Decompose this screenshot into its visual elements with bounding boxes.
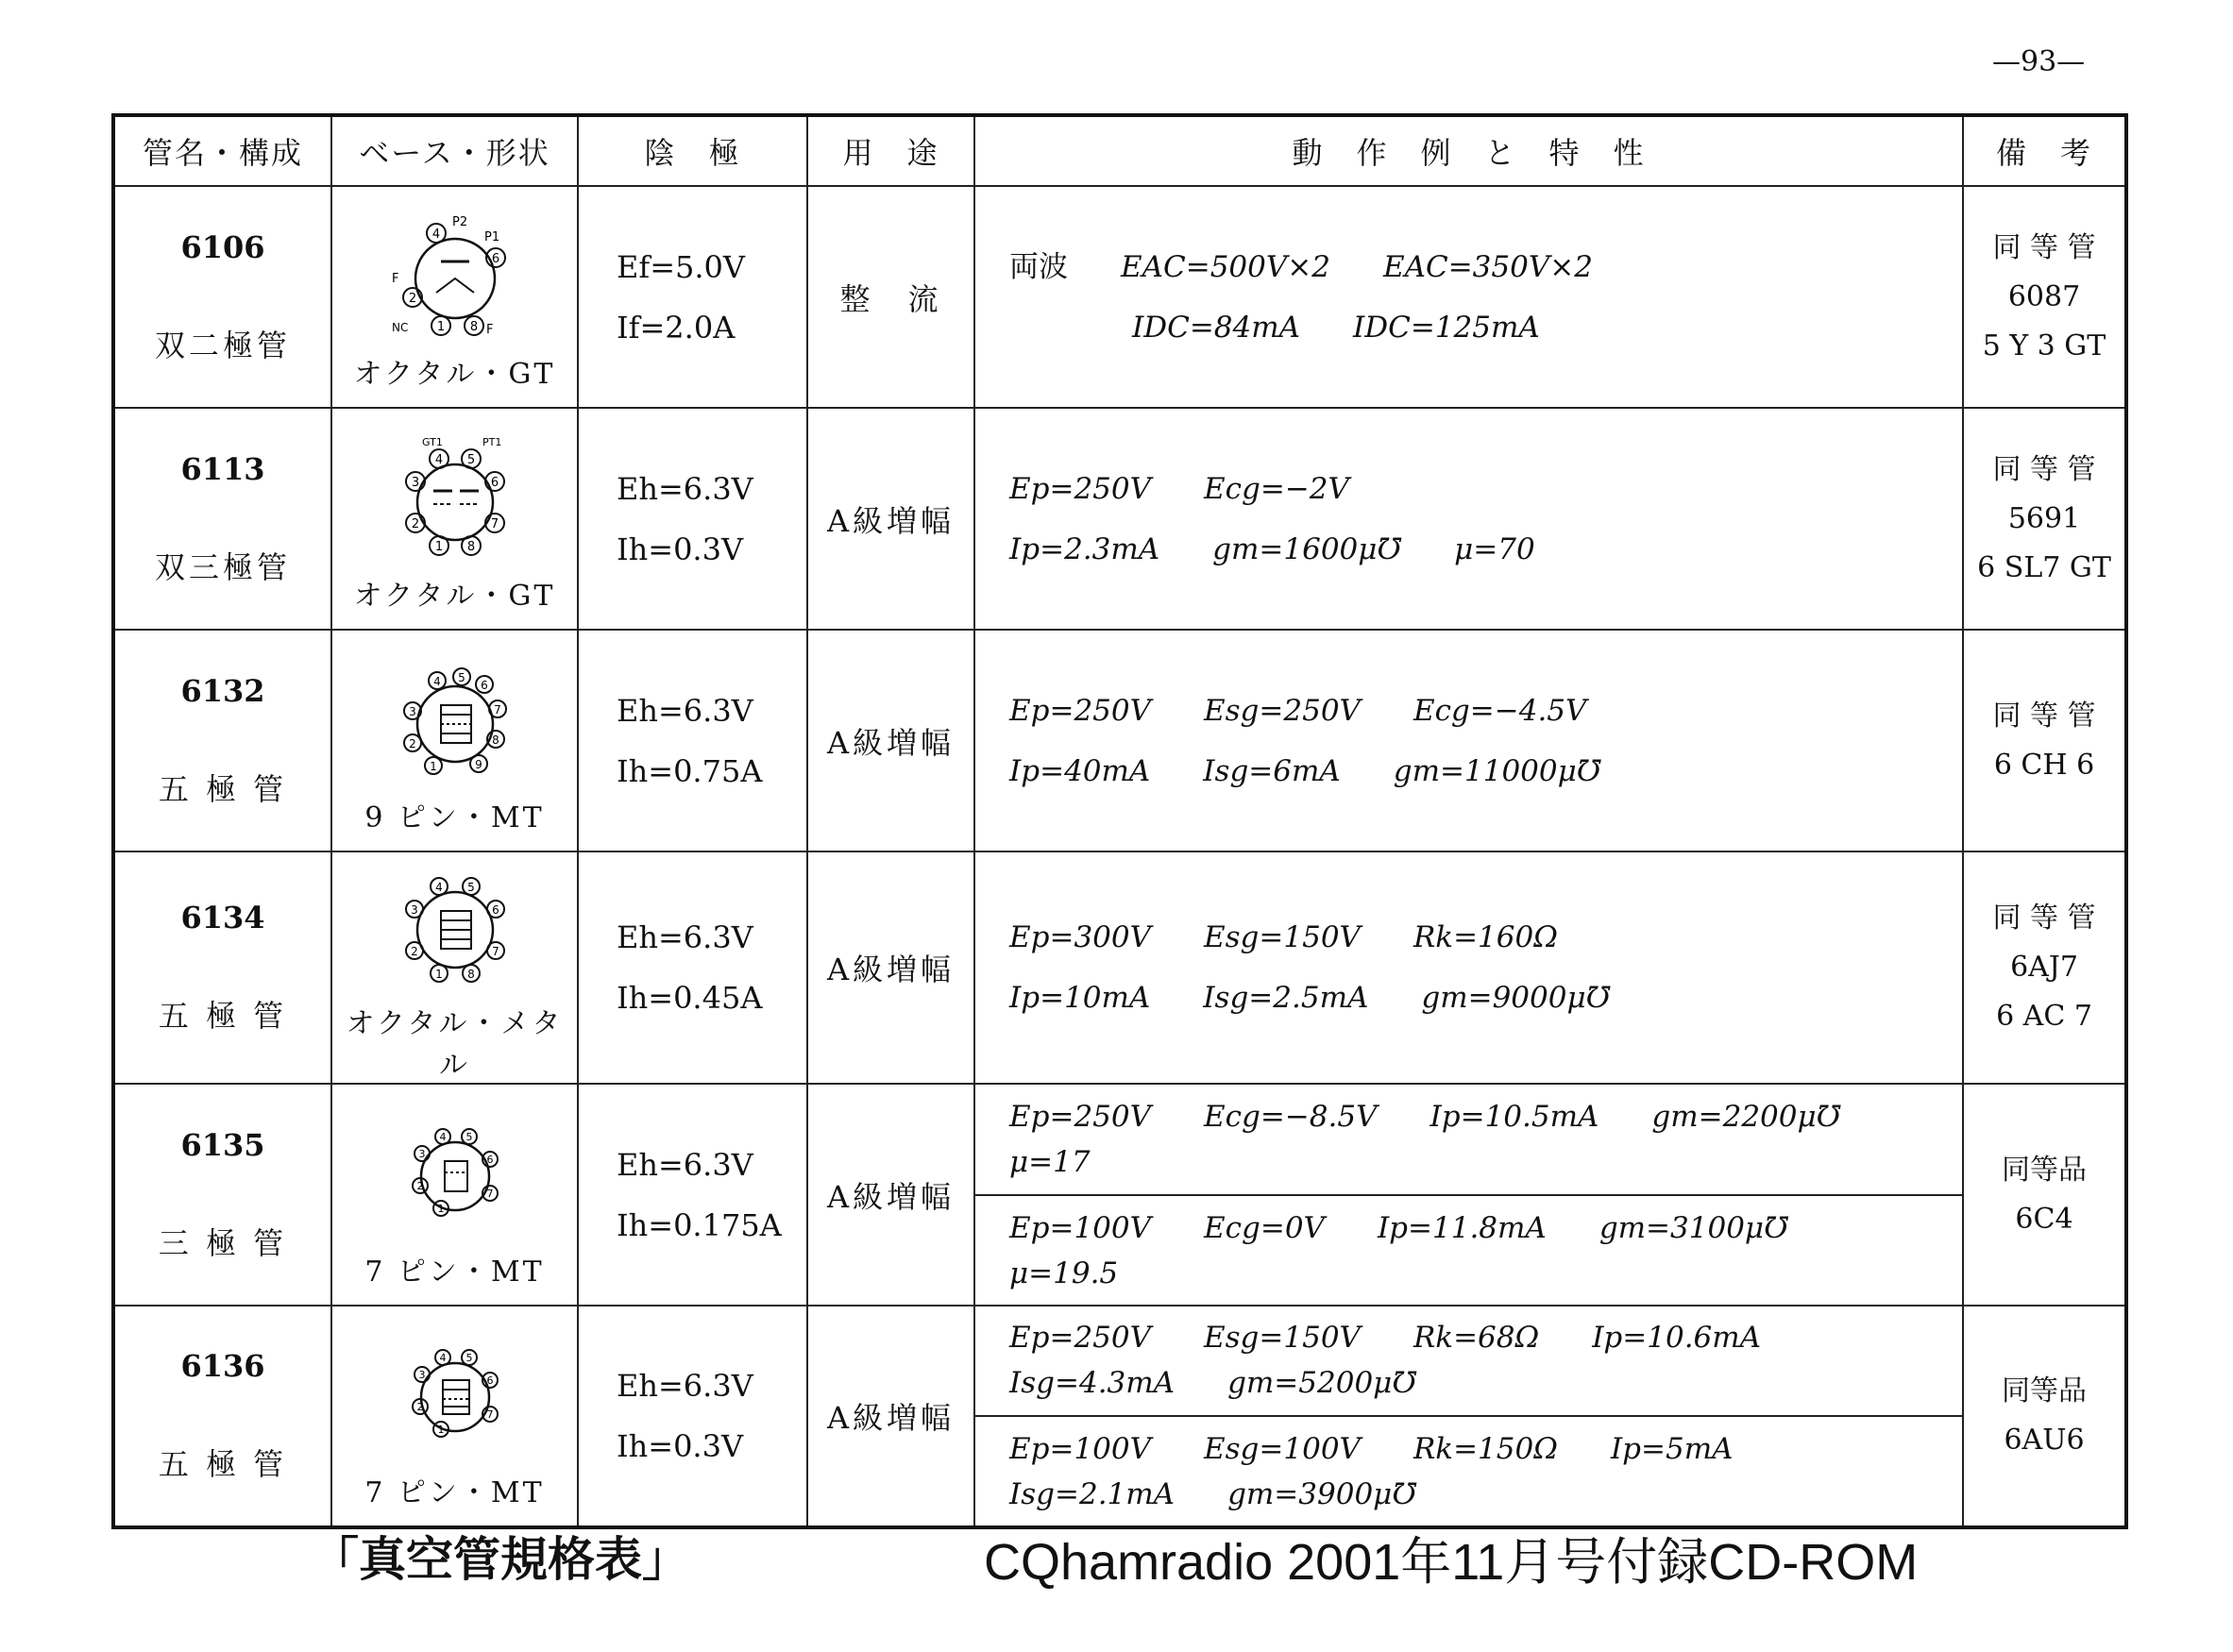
op-value: Esg=250V [1204, 693, 1361, 728]
table-row [113, 1306, 2126, 1527]
remark-line: 6 AC 7 [1996, 1000, 2092, 1033]
cathode-voltage: Ef=5.0V [617, 248, 746, 285]
op-value: μ=19.5 [1009, 1256, 1119, 1290]
op-value: Ep=250V [1009, 1321, 1152, 1355]
operation-cell [974, 186, 1963, 408]
remark-line: 同等品 [2002, 1374, 2087, 1408]
tube-type: 双三極管 [154, 548, 291, 585]
svg-text:NC: NC [391, 320, 408, 334]
cathode-cell [578, 408, 807, 630]
base-cell [331, 1306, 578, 1527]
svg-text:4: 4 [434, 881, 443, 894]
op-value: Ep=250V [1009, 1099, 1152, 1134]
op-value: μ=17 [1009, 1144, 1091, 1179]
svg-text:5: 5 [465, 1130, 472, 1143]
svg-text:5: 5 [466, 881, 475, 894]
svg-text:7: 7 [490, 516, 499, 531]
footer-title: 「真空管規格表」 [312, 1532, 689, 1587]
op-value: gm=3100μ℧ [1599, 1210, 1788, 1245]
op-value: Ip=11.8mA [1377, 1210, 1547, 1245]
tube-name-cell [113, 186, 331, 408]
cathode-voltage: Eh=6.3V [617, 470, 753, 507]
op-value: gm=2200μ℧ [1651, 1099, 1841, 1134]
usage-cell: A級増幅 [807, 1306, 974, 1527]
op-value: Ep=100V [1009, 1432, 1152, 1466]
usage-cell: 整 流 [807, 186, 974, 408]
page-number: —93— [1992, 45, 2086, 78]
svg-text:7: 7 [491, 945, 499, 958]
tube-model: 6134 [180, 900, 265, 936]
remarks-cell [1963, 408, 2126, 630]
op-value: Isg=6mA [1203, 753, 1341, 788]
usage-cell: A級増幅 [807, 630, 974, 851]
header-cathode: 陰 極 [578, 115, 807, 186]
tube-name-cell [113, 1306, 331, 1527]
header-usage: 用 途 [807, 115, 974, 186]
table-row [113, 630, 2126, 851]
tube-name-cell [113, 408, 331, 630]
svg-text:7: 7 [486, 1408, 493, 1421]
remarks-cell [1963, 851, 2126, 1084]
op-value: IDC=125mA [1353, 310, 1540, 345]
tube-type: 五 極 管 [158, 770, 288, 807]
cathode-current: Ih=0.3V [617, 531, 744, 567]
tube-type: 五 極 管 [158, 1446, 288, 1482]
table-row [113, 186, 2126, 408]
svg-text:6: 6 [480, 678, 488, 692]
svg-text:3: 3 [418, 1147, 425, 1160]
header-operation: 動 作 例 と 特 性 [974, 115, 1963, 186]
tube-model: 6106 [180, 228, 265, 265]
svg-text:2: 2 [408, 736, 416, 750]
svg-text:1: 1 [436, 319, 445, 334]
svg-text:3: 3 [410, 903, 418, 917]
svg-text:2: 2 [408, 291, 416, 306]
op-value: gm=3900μ℧ [1227, 1477, 1417, 1511]
remark-line: 6087 [2007, 279, 2081, 313]
table-row [113, 1084, 2126, 1306]
operation-cell [974, 408, 1963, 630]
svg-text:5: 5 [466, 452, 475, 467]
svg-text:2: 2 [411, 516, 419, 531]
tube-name-cell [113, 630, 331, 851]
svg-text:6: 6 [490, 475, 499, 490]
op-value: Ecg=−4.5V [1413, 693, 1587, 728]
svg-text:5: 5 [465, 1352, 472, 1364]
op-value: Ip=10.6mA [1592, 1321, 1762, 1355]
remark-line: 同 等 管 [1992, 452, 2096, 486]
base-cell [331, 1084, 578, 1306]
tube-type: 五 極 管 [158, 998, 288, 1034]
base-pin-diagram [384, 1331, 526, 1463]
op-value: Ip=5mA [1610, 1432, 1734, 1466]
svg-text:3: 3 [408, 704, 416, 718]
op-value: EAC=500V×2 [1121, 249, 1330, 284]
footer-source: CQhamradio 2001年11月号付録CD-ROM [984, 1534, 1919, 1591]
header-base: ベース・形状 [331, 115, 578, 186]
cathode-current: If=2.0A [617, 309, 736, 346]
tube-type: 双二極管 [154, 327, 291, 363]
op-value: gm=9000μ℧ [1421, 981, 1611, 1015]
tube-model: 6135 [180, 1126, 265, 1163]
cathode-voltage: Eh=6.3V [617, 1368, 753, 1404]
operation-cell [974, 851, 1963, 1084]
remark-line: 6 CH 6 [1993, 748, 2095, 782]
operation-cell [974, 1084, 1963, 1306]
op-value: Ecg=−2V [1204, 471, 1349, 506]
remarks-cell [1963, 1084, 2126, 1306]
op-value: Rk=68Ω [1413, 1321, 1540, 1355]
header-row [113, 115, 2126, 186]
remark-line: 同 等 管 [1992, 699, 2096, 733]
op-value: IDC=84mA [1132, 310, 1301, 345]
svg-text:F: F [485, 322, 493, 337]
base-pin-diagram [384, 212, 526, 345]
remarks-cell [1963, 186, 2126, 408]
svg-text:8: 8 [466, 968, 475, 981]
table-row [113, 851, 2126, 1084]
tube-model: 6113 [180, 450, 265, 487]
usage-cell: A級増幅 [807, 408, 974, 630]
svg-text:1: 1 [429, 759, 437, 773]
op-value: Ip=10mA [1009, 981, 1151, 1015]
cathode-voltage: Eh=6.3V [617, 1146, 753, 1183]
operation-condition-b [975, 1415, 1962, 1517]
usage-cell: A級増幅 [807, 851, 974, 1084]
cathode-cell [578, 851, 807, 1084]
svg-text:4: 4 [434, 452, 443, 467]
op-value: Isg=2.5mA [1203, 981, 1369, 1015]
svg-text:P1: P1 [483, 229, 499, 244]
svg-text:5: 5 [457, 670, 465, 684]
svg-text:F: F [391, 271, 398, 286]
cathode-voltage: Eh=6.3V [617, 692, 753, 729]
header-name: 管名・構成 [113, 115, 331, 186]
svg-text:4: 4 [432, 674, 441, 688]
remark-line: 同 等 管 [1992, 230, 2096, 264]
tube-name-cell [113, 851, 331, 1084]
cathode-current: Ih=0.3V [617, 1428, 744, 1464]
tube-model: 6132 [180, 672, 265, 709]
operation-cell [974, 1306, 1963, 1527]
cathode-current: Ih=0.175A [617, 1206, 782, 1243]
svg-text:7: 7 [493, 702, 501, 716]
svg-text:8: 8 [491, 733, 499, 747]
remark-line: 5691 [2007, 501, 2081, 535]
base-type-label: オクタル・GT [353, 579, 556, 613]
base-pin-diagram [384, 862, 526, 994]
op-value: 両波 [1009, 249, 1068, 284]
op-value: Ep=100V [1009, 1210, 1152, 1245]
cathode-cell [578, 1084, 807, 1306]
remark-line: 6AU6 [2004, 1424, 2085, 1457]
svg-text:6: 6 [491, 903, 499, 917]
svg-text:2: 2 [416, 1179, 423, 1192]
cathode-cell [578, 1306, 807, 1527]
op-value: Isg=4.3mA [1009, 1366, 1176, 1400]
tube-spec-table [111, 113, 2128, 1529]
svg-text:9: 9 [474, 757, 482, 771]
base-type-label: 7 ピン・MT [364, 1476, 545, 1509]
op-value: Ip=10.5mA [1429, 1099, 1599, 1134]
tube-type: 三 極 管 [158, 1224, 288, 1261]
svg-text:1: 1 [437, 1424, 444, 1436]
op-value: Ecg=0V [1204, 1210, 1325, 1245]
remark-line: 同等品 [2002, 1153, 2087, 1187]
svg-text:PT1: PT1 [482, 435, 501, 448]
op-value: Ip=40mA [1009, 753, 1151, 788]
svg-text:4: 4 [439, 1352, 446, 1364]
base-cell [331, 630, 578, 851]
base-pin-diagram [384, 434, 526, 566]
svg-text:4: 4 [431, 227, 440, 242]
remarks-cell [1963, 630, 2126, 851]
base-type-label: 7 ピン・MT [364, 1255, 545, 1289]
operation-condition-b [975, 1194, 1962, 1296]
op-value: gm=1600μ℧ [1212, 531, 1402, 566]
cathode-current: Ih=0.45A [617, 980, 763, 1016]
svg-text:1: 1 [434, 539, 443, 554]
base-cell [331, 851, 578, 1084]
svg-text:2: 2 [416, 1401, 423, 1413]
header-remarks: 備 考 [1963, 115, 2126, 186]
op-value: Ecg=−8.5V [1204, 1099, 1378, 1134]
op-value: gm=11000μ℧ [1393, 753, 1601, 788]
base-cell [331, 186, 578, 408]
op-value: Esg=150V [1204, 1321, 1361, 1355]
op-value: EAC=350V×2 [1382, 249, 1593, 284]
cathode-cell [578, 186, 807, 408]
op-value: Esg=150V [1204, 920, 1361, 954]
base-type-label: オクタル・GT [353, 357, 556, 391]
cathode-voltage: Eh=6.3V [617, 919, 753, 955]
svg-text:6: 6 [486, 1153, 493, 1166]
op-value: Ep=250V [1009, 693, 1152, 728]
op-value: gm=5200μ℧ [1227, 1366, 1417, 1400]
op-value: Ep=250V [1009, 471, 1152, 506]
operation-cell [974, 630, 1963, 851]
cathode-cell [578, 630, 807, 851]
base-cell [331, 408, 578, 630]
svg-text:6: 6 [486, 1374, 493, 1387]
op-value: Ep=300V [1009, 920, 1152, 954]
base-pin-diagram [384, 656, 526, 788]
operation-condition-a [1009, 1315, 1962, 1415]
svg-text:8: 8 [469, 319, 478, 334]
remark-line: 5 Y 3 GT [1982, 329, 2106, 362]
base-type-label: 9 ピン・MT [364, 801, 545, 834]
remarks-cell [1963, 1306, 2126, 1527]
svg-text:3: 3 [418, 1369, 425, 1381]
tube-model: 6136 [180, 1348, 265, 1384]
svg-text:3: 3 [411, 475, 419, 490]
svg-text:4: 4 [439, 1130, 446, 1143]
tube-name-cell [113, 1084, 331, 1306]
svg-text:1: 1 [437, 1202, 444, 1215]
cathode-current: Ih=0.75A [617, 752, 763, 789]
svg-text:6: 6 [491, 251, 499, 266]
op-value: Rk=160Ω [1413, 920, 1558, 954]
op-value: Rk=150Ω [1413, 1432, 1558, 1466]
op-value: Isg=2.1mA [1009, 1477, 1176, 1511]
svg-text:7: 7 [486, 1187, 493, 1200]
remark-line: 6 SL7 GT [1977, 550, 2111, 584]
svg-text:P2: P2 [451, 214, 467, 229]
op-value: Ip=2.3mA [1009, 531, 1160, 566]
remark-line: 6C4 [2015, 1202, 2073, 1236]
usage-cell: A級増幅 [807, 1084, 974, 1306]
base-type-label: オクタル・メタル [346, 1007, 564, 1082]
op-value: Esg=100V [1204, 1432, 1361, 1466]
operation-condition-a [1009, 1094, 1962, 1194]
table-row [113, 408, 2126, 630]
svg-text:GT1: GT1 [421, 435, 443, 448]
svg-text:1: 1 [434, 968, 443, 981]
remark-line: 同 等 管 [1992, 902, 2096, 935]
base-pin-diagram [384, 1110, 526, 1242]
svg-text:2: 2 [410, 945, 418, 958]
remark-line: 6AJ7 [2010, 951, 2078, 984]
op-value: μ=70 [1454, 531, 1535, 566]
svg-text:8: 8 [466, 539, 475, 554]
